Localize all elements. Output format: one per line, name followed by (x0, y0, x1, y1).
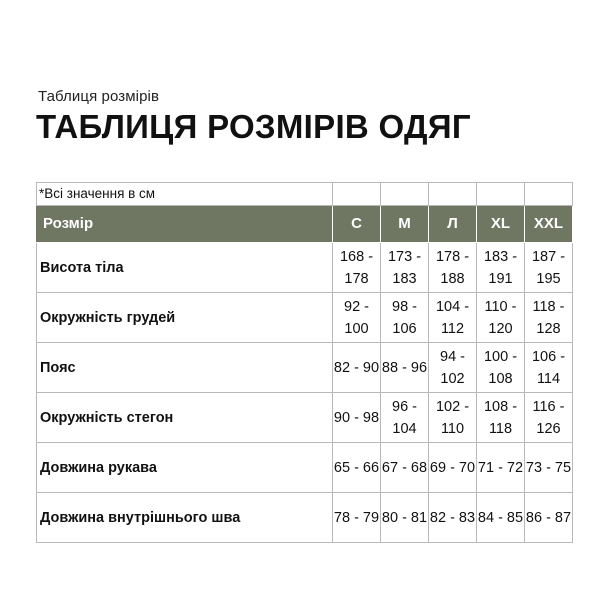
cell-value-line: 96 - (392, 398, 417, 415)
cell-value-line: 82 - 90 (333, 359, 380, 376)
cell-value-line: 106 (392, 320, 417, 337)
cell-value-line: 106 - (531, 348, 566, 365)
cell-value-line: 108 (488, 370, 513, 387)
cell-value-line: 187 - (531, 248, 566, 265)
table-cell (429, 443, 477, 493)
size-chart-table (36, 182, 573, 543)
table-row (37, 293, 573, 343)
note-spacer-cell (333, 183, 381, 206)
header-size-xl: XL (477, 206, 525, 243)
cell-value-line: 118 - (532, 298, 565, 315)
page-subtitle: Таблиця розмірів (38, 88, 160, 105)
cell-value-line: 114 (536, 370, 561, 387)
table-cell (477, 243, 525, 293)
table-cell (333, 243, 381, 293)
table-cell (477, 443, 525, 493)
row-label: Довжина внутрішнього шва (37, 493, 333, 543)
table-cell (429, 493, 477, 543)
note-spacer-cell (381, 183, 429, 206)
cell-value-line: 65 - 66 (333, 459, 380, 476)
table-cell (381, 393, 429, 443)
cell-value-line: 104 - (435, 298, 470, 315)
cell-value-line: 82 - 83 (429, 509, 476, 526)
cell-value-line: 112 (440, 320, 465, 337)
cell-value-line: 69 - 70 (429, 459, 476, 476)
cell-value-line: 168 - (339, 248, 374, 265)
cell-value-line: 104 (392, 420, 417, 437)
table-cell (477, 393, 525, 443)
table-cell (333, 443, 381, 493)
table-cell (477, 293, 525, 343)
row-label: Пояс (37, 343, 333, 393)
table-cell (333, 393, 381, 443)
cell-value-line: 100 (344, 320, 369, 337)
cell-value-line: 100 - (483, 348, 518, 365)
cell-value-line: 178 (344, 270, 369, 287)
table-cell (477, 493, 525, 543)
header-size-l: Л (429, 206, 477, 243)
table-row (37, 443, 573, 493)
cell-value-line: 102 - (435, 398, 470, 415)
cell-value-line: 183 - (483, 248, 518, 265)
cell-value-line: 188 (440, 270, 465, 287)
cell-value-line: 116 - (532, 398, 565, 415)
table-body (37, 243, 573, 543)
table-cell (333, 343, 381, 393)
note-spacer-cell (429, 183, 477, 206)
cell-value-line: 67 - 68 (381, 459, 428, 476)
row-label: Окружність грудей (37, 293, 333, 343)
header-size-label: Розмір (37, 206, 333, 243)
cell-value-line: 128 (536, 320, 561, 337)
header-row (37, 206, 573, 243)
cell-value-line: 120 (488, 320, 513, 337)
cell-value-line: 195 (536, 270, 561, 287)
table-cell (381, 243, 429, 293)
table-cell (381, 293, 429, 343)
header-size-m: М (381, 206, 429, 243)
table-cell (429, 243, 477, 293)
table-cell (381, 343, 429, 393)
table-cell (525, 343, 573, 393)
cell-value-line: 78 - 79 (333, 509, 380, 526)
cell-value-line: 84 - 85 (477, 509, 524, 526)
cell-value-line: 126 (536, 420, 561, 437)
row-label: Окружність стегон (37, 393, 333, 443)
cell-value-line: 88 - 96 (381, 359, 428, 376)
table-cell (525, 393, 573, 443)
row-label: Довжина рукава (37, 443, 333, 493)
table-cell (429, 343, 477, 393)
cell-value-line: 73 - 75 (525, 459, 572, 476)
cell-value-line: 178 - (435, 248, 470, 265)
table-row (37, 243, 573, 293)
cell-value-line: 191 (488, 270, 513, 287)
table-row (37, 393, 573, 443)
page-title: ТАБЛИЦЯ РОЗМІРІВ ОДЯГ (36, 108, 471, 145)
table-cell (429, 293, 477, 343)
cell-value-line: 118 (488, 420, 513, 437)
cell-value-line: 110 (440, 420, 465, 437)
table-cell (381, 443, 429, 493)
table-row (37, 493, 573, 543)
cell-value-line: 98 - (392, 298, 417, 315)
cell-value-line: 80 - 81 (381, 509, 428, 526)
table-cell (381, 493, 429, 543)
note-spacer-cell (477, 183, 525, 206)
units-note: *Всі значення в см (37, 183, 333, 206)
table-cell (333, 493, 381, 543)
table-cell (525, 493, 573, 543)
table-row (37, 343, 573, 393)
units-note-row (37, 183, 573, 206)
header-size-s: С (333, 206, 381, 243)
table-cell (525, 443, 573, 493)
table-cell (525, 293, 573, 343)
cell-value-line: 90 - 98 (333, 409, 380, 426)
row-label: Висота тіла (37, 243, 333, 293)
cell-value-line: 108 - (483, 398, 518, 415)
table-cell (477, 343, 525, 393)
cell-value-line: 71 - 72 (477, 459, 524, 476)
cell-value-line: 86 - 87 (525, 509, 572, 526)
cell-value-line: 94 - (440, 348, 465, 365)
header-size-xxl: XXL (525, 206, 573, 243)
table-cell (525, 243, 573, 293)
cell-value-line: 173 - (387, 248, 422, 265)
table-cell (333, 293, 381, 343)
cell-value-line: 102 (440, 370, 465, 387)
cell-value-line: 92 - (344, 298, 369, 315)
note-spacer-cell (525, 183, 573, 206)
cell-value-line: 183 (392, 270, 417, 287)
cell-value-line: 110 - (484, 298, 517, 315)
table-cell (429, 393, 477, 443)
